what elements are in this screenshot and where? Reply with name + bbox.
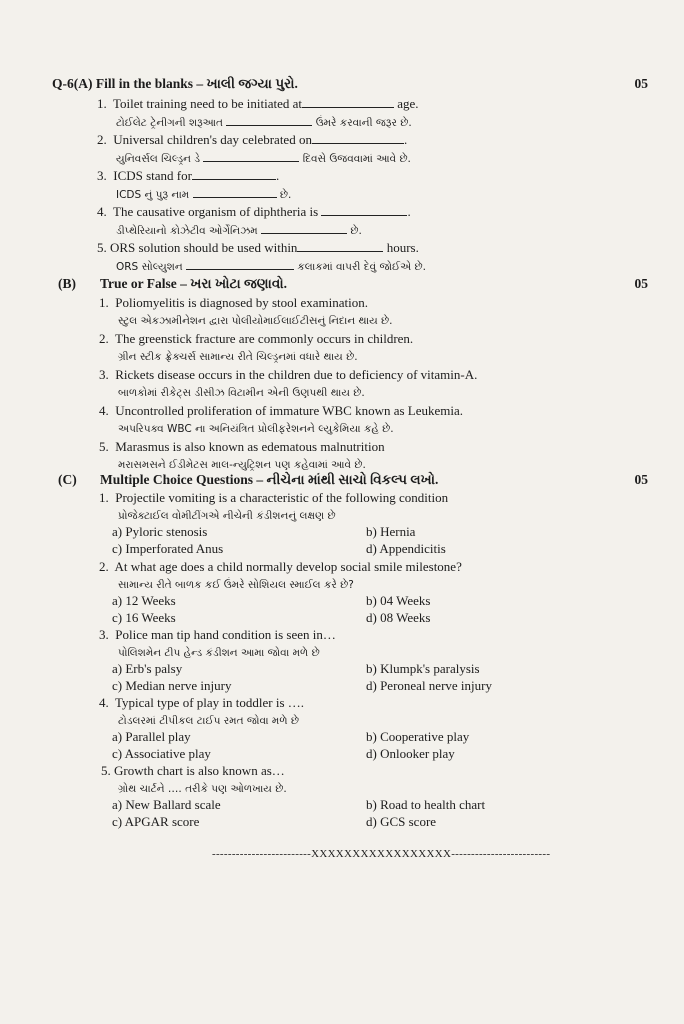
true-false-1: 1. Poliomyelitis is diagnosed by stool examination. (99, 295, 369, 310)
mcq-4-gujarati: ટોડલરમાં ટીપીકલ ટાઈપ રમત જોવા મળે છે (118, 715, 299, 727)
true-false-3-gujarati: બાળકોમાં રીકેટ્સ ડીસીઝ વિટામીન એની ઉણપથી થાય છે. (118, 387, 365, 399)
section-a-title: Q-6(A) Fill in the blanks – ખાલી જગ્યા પુરો. (52, 76, 298, 91)
mcq-4-option-d: d) Onlooker play (366, 746, 455, 761)
mcq-1-option-d: d) Appendicitis (366, 541, 446, 556)
true-false-4: 4. Uncontrolled proliferation of immature WBC known as Leukemia. (99, 403, 464, 418)
mcq-4-option-a: a) Parallel play (112, 729, 191, 744)
section-c-marks: 05 (634, 472, 648, 487)
fill-blank-2: 2. Universal children's day celebrated on . (97, 132, 408, 147)
true-false-2-gujarati: ગ્રીન સ્ટીક ફ્રેક્ચર્સ સામાન્ય રીતે ચિલ્ડ્રનમાં વધારે થાય છે. (118, 351, 358, 363)
mcq-4-option-b: b) Cooperative play (366, 729, 470, 744)
mcq-5-option-d: d) GCS score (366, 814, 437, 829)
section-b-label: (B) (58, 276, 76, 291)
true-false-3: 3. Rickets disease occurs in the children due to deficiency of vitamin-A. (99, 367, 478, 382)
mcq-1: 1. Projectile vomiting is a characteristic of the following condition (99, 490, 449, 505)
mcq-2-option-d: d) 08 Weeks (366, 610, 431, 625)
fill-blank-4: 4. The causative organism of diphtheria is . (97, 204, 411, 219)
mcq-1-option-c: c) Imperforated Anus (112, 541, 224, 556)
fill-blank-3: 3. ICDS stand for . (97, 168, 280, 183)
fill-blank-1: 1. Toilet training need to be initiated at age. (97, 96, 419, 111)
mcq-4: 4. Typical type of play in toddler is …. (99, 695, 305, 710)
mcq-3-option-a: a) Erb's palsy (112, 661, 183, 676)
section-c-label: (C) (58, 472, 77, 487)
true-false-2: 2. The greenstick fracture are commonly occurs in children. (99, 331, 414, 346)
fill-blank-1-gujarati: ટોઈલેટ ટ્રેનીગની શરૂઆત ઉંમરે કરવાની જરૂર છે. (116, 113, 412, 131)
mcq-2-option-c: c) 16 Weeks (112, 610, 176, 625)
fill-blank-5: 5. ORS solution should be used within hours. (97, 240, 419, 255)
section-b-marks: 05 (634, 276, 648, 291)
mcq-3-option-b: b) Klumpk's paralysis (366, 661, 480, 676)
true-false-4-gujarati: અપરિપક્વ WBC ના અનિયંત્રિત પ્રોલીફરેશનને લ્યુકેમિયા કહે છે. (118, 423, 394, 435)
mcq-5-option-a: a) New Ballard scale (112, 797, 221, 812)
mcq-3-gujarati: પોલિશમેન ટીપ હેન્ડ કંડીશન આમા જોવા મળે છે (118, 647, 320, 659)
fill-blank-5-gujarati: ORS સોલ્યુશન કલાકમાં વાપરી દેવું જોઈએ છે. (116, 257, 426, 275)
mcq-2-gujarati: સામાન્ય રીતે બાળક કઈ ઉંમરે સોશિયલ સ્માઈલ કરે છે? (118, 579, 354, 591)
mcq-5-option-c: c) APGAR score (112, 814, 200, 829)
mcq-1-option-a: a) Pyloric stenosis (112, 524, 208, 539)
mcq-5-gujarati: ગ્રોથ ચાર્ટને …. તરીકે પણ ઓળખાય છે. (118, 783, 287, 795)
mcq-2: 2. At what age does a child normally develop social smile milestone? (99, 559, 462, 574)
end-of-paper-marker: -------------------------XXXXXXXXXXXXXXXXX------------------------- (212, 848, 551, 860)
mcq-3-option-c: c) Median nerve injury (112, 678, 232, 693)
mcq-3: 3. Police man tip hand condition is seen in… (99, 627, 336, 642)
mcq-4-option-c: c) Associative play (112, 746, 211, 761)
fill-blank-2-gujarati: યુનિવર્સલ ચિલ્ડ્રન ડે દિવસે ઉજવવામાં આવે છે. (116, 149, 411, 167)
section-b-title: True or False – ખરા ખોટા જણાવો. (100, 276, 288, 291)
mcq-5-option-b: b) Road to health chart (366, 797, 486, 812)
section-c-title: Multiple Choice Questions – નીચેના માંથી સાચો વિકલ્પ લખો. (100, 472, 439, 487)
section-a-marks: 05 (634, 76, 648, 91)
blank-line (302, 95, 394, 108)
mcq-5: 5. Growth chart is also known as… (101, 763, 285, 778)
fill-blank-4-gujarati: ડીપ્થેરિયાનો કોઝેટીવ ઓર્ગેનિઝમ છે. (116, 221, 362, 239)
mcq-2-option-a: a) 12 Weeks (112, 593, 176, 608)
true-false-5: 5. Marasmus is also known as edematous malnutrition (99, 439, 385, 454)
mcq-1-gujarati: પ્રોજેક્ટાઈલ વોમીટીંગએ નીચેની કંડીશનનું લક્ષણ છે (118, 510, 336, 522)
mcq-1-option-b: b) Hernia (366, 524, 416, 539)
mcq-3-option-d: d) Peroneal nerve injury (366, 678, 492, 693)
mcq-2-option-b: b) 04 Weeks (366, 593, 431, 608)
true-false-1-gujarati: સ્ટુલ એકઝામીનેશન દ્વારા પોલીયોમાઈલાઈટીસનું નિદાન થાય છે. (118, 315, 393, 327)
true-false-5-gujarati: મરાસમસને ઈડીમેટસ માલ-ન્યુટ્રિશન પણ કહેવામાં આવે છે. (118, 459, 366, 471)
fill-blank-3-gujarati: ICDS નું પુરૂ નામ છે. (116, 185, 291, 203)
